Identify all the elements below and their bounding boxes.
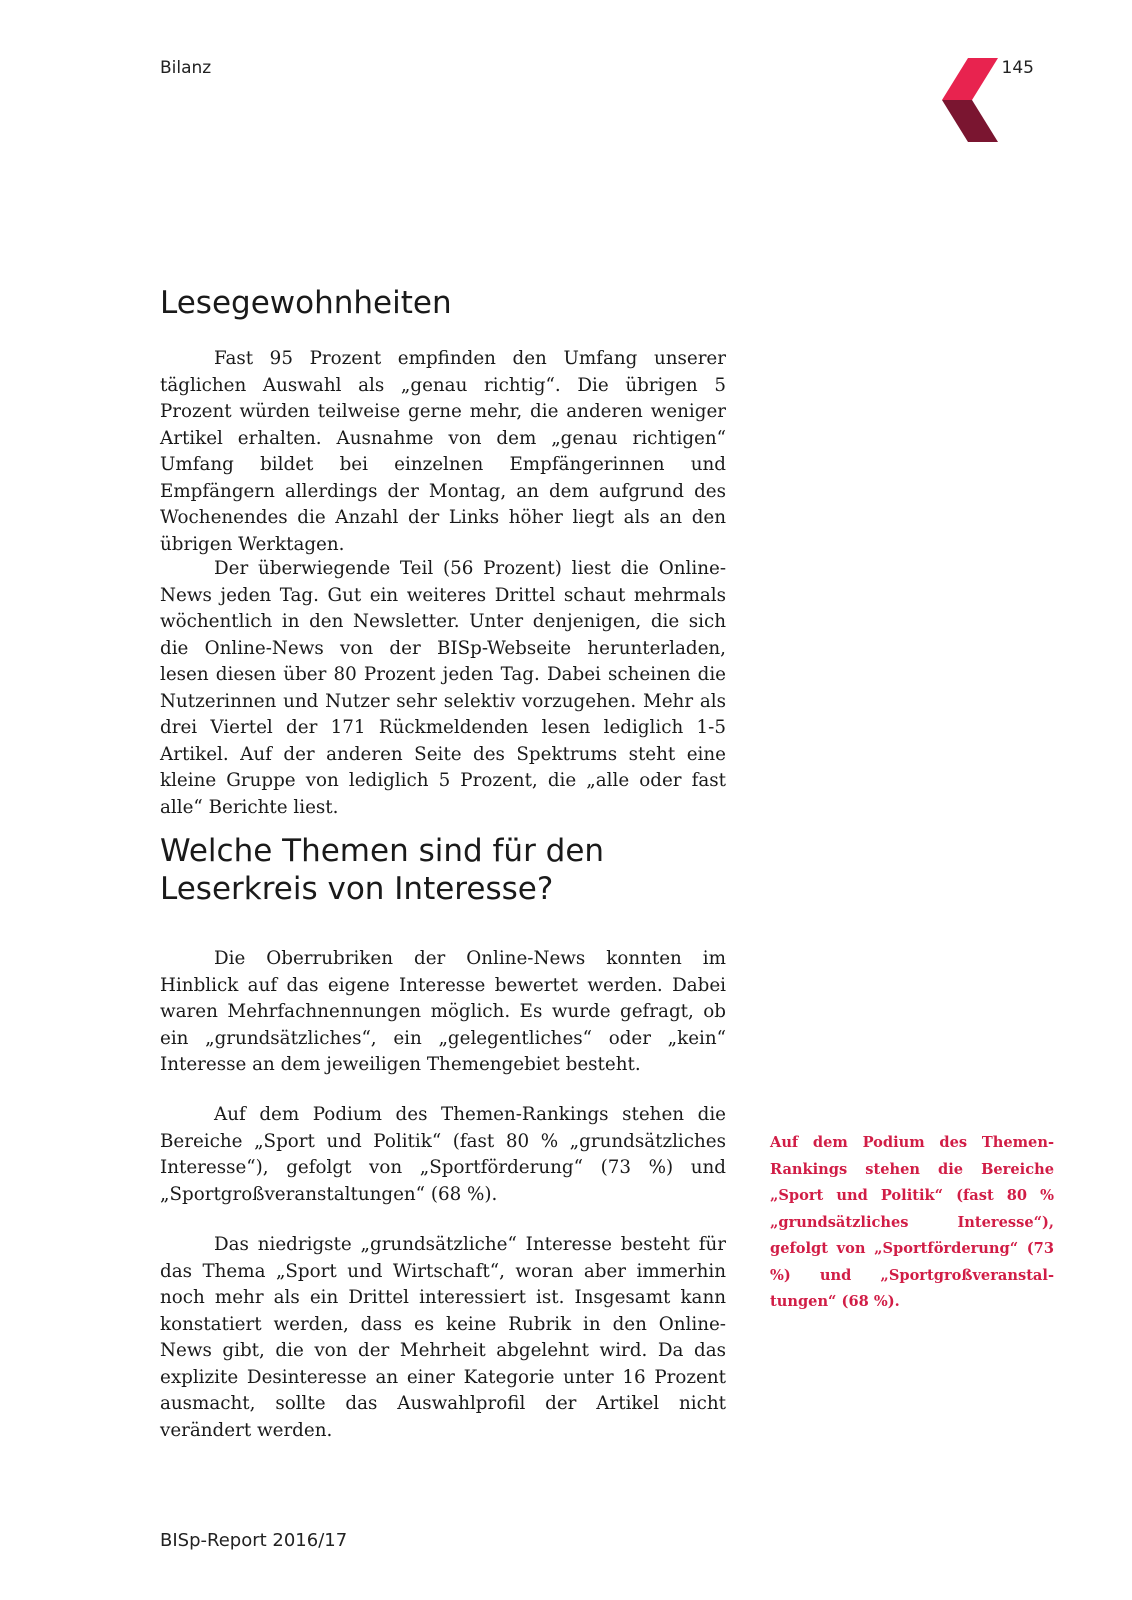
running-footer: BISp-Report 2016/17 (160, 1530, 348, 1551)
paragraph-wirtschaft: Das niedrigste „grundsätzliche“ Interesse besteht für das Thema „Sport und Wirtschaft“, woran aber immerhin noch mehr als ein Drittel interessiert ist. Insgesamt kann konstatiert werden, dass es keine Rubrik in den Online-News gibt, die von der Mehrheit abgelehnt wird. Da das explizite Desinteresse an einer Kategorie unter 16 Prozent ausmacht, sollte das Auswahlprofil der Artikel nicht verändert werden. (160, 1234, 726, 1441)
paragraph-oberrubriken: Die Oberrubriken der Online-News konnten im Hinblick auf das eigene Interesse bewertet werden. Dabei waren Mehrfachnennungen möglich. Es wurde gefragt, ob ein „grundsätzliches“, ein „gelegentliches“ oder „kein“ Interesse an dem jeweiligen Themengebiet besteht. (160, 948, 726, 1075)
sidebar-pull-quote: Auf dem Podium des Themen-Rankings stehen die Bereiche „Sport und Politik“ (fast 80 % „grundsätzliches Interesse“), gefolgt von „Sportförderung“ (73 %) und „Sportgroßveranstaltungen“ (68 %). (770, 1134, 1054, 1310)
page-number: 145 (1001, 58, 1034, 78)
paragraph-podium: Auf dem Podium des Themen-Rankings stehen die Bereiche „Sport und Politik“ (fast 80 % „grundsätzliches Interesse“), gefolgt von „Sportförderung“ (73 %) und „Sportgroßveranstaltungen“ (68 %). (160, 1104, 726, 1205)
bisp-logo-chevron-icon (942, 58, 998, 142)
running-header-section: Bilanz (160, 58, 212, 78)
heading-themen: Welche Themen sind für den Leserkreis von Interesse? (160, 833, 605, 907)
paragraph-umfang: Fast 95 Prozent empfinden den Umfang unserer täglichen Auswahl als „genau richtig“. Die übrigen 5 Prozent würden teilweise gerne mehr, die anderen weniger Artikel erhalten. Ausnahme von dem „genau richtigen“ Umfang bildet bei einzelnen Empfängerinnen und Empfängern allerdings der Montag, an dem aufgrund des Wochenendes die Anzahl der Links höher liegt als an den übrigen Werktagen. (160, 348, 726, 555)
heading-lesegewohnheiten: Lesegewohnheiten (160, 285, 452, 321)
paragraph-nutzung: Der überwiegende Teil (56 Prozent) liest die Online-News jeden Tag. Gut ein weiteres Drittel schaut mehrmals wöchentlich in den Newsletter. Unter denjenigen, die sich die Online-News von der BISp-Webseite herunterladen, lesen diesen über 80 Prozent jeden Tag. Dabei scheinen die Nutzerinnen und Nutzer sehr selektiv vorzugehen. Mehr als drei Viertel der 171 Rückmeldenden lesen lediglich 1-5 Artikel. Auf der anderen Seite des Spektrums steht eine kleine Gruppe von lediglich 5 Prozent, die „alle oder fast alle“ Berichte liest. (160, 558, 726, 818)
